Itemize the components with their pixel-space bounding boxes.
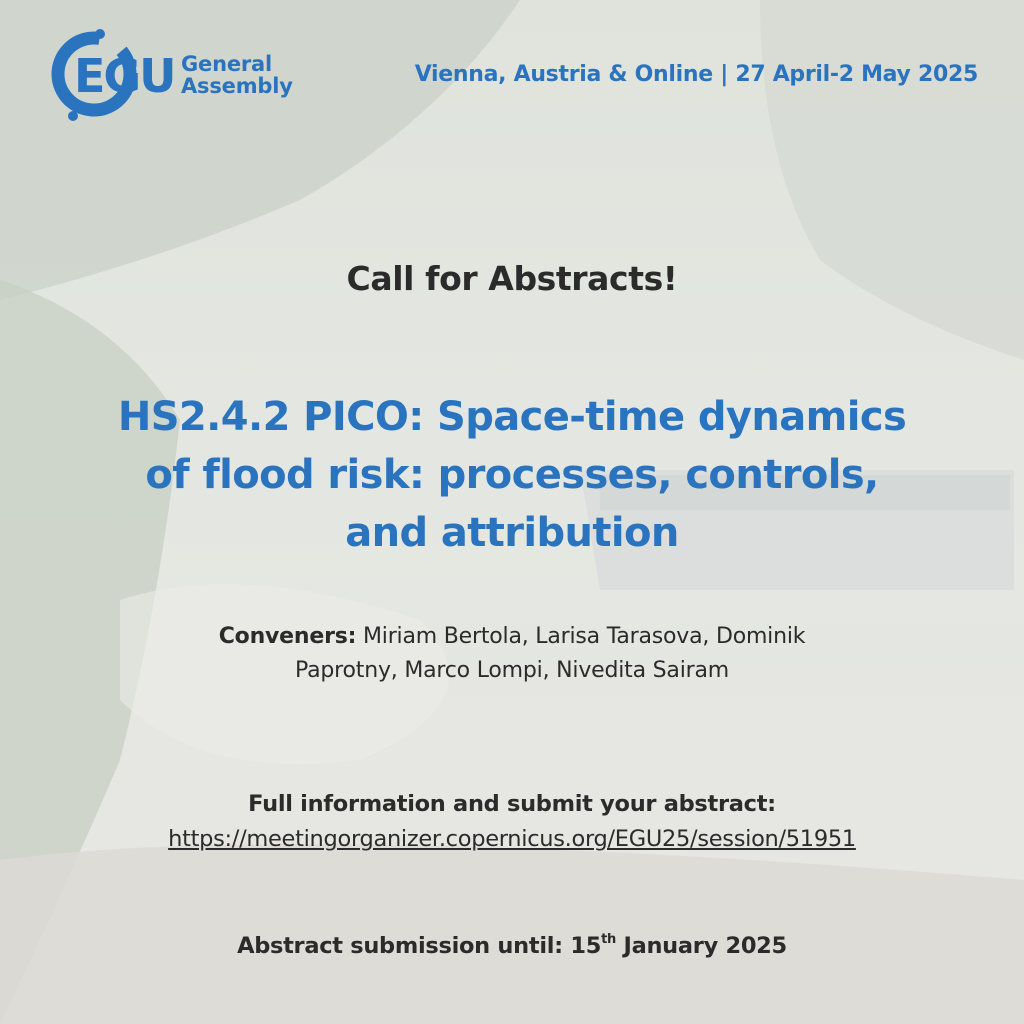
- logo-line-general: General: [181, 52, 272, 76]
- logo-wordmark: [181, 53, 293, 97]
- deadline-prefix: Abstract submission until: 15: [237, 933, 602, 959]
- logo-line-assembly: Assembly: [181, 74, 293, 98]
- session-link[interactable]: https://meetingorganizer.copernicus.org/EGU25/session/51951: [168, 826, 856, 852]
- session-title-line-1: HS2.4.2 PICO: Space-time dynamics: [117, 394, 907, 440]
- egu-logo: [44, 26, 314, 126]
- conveners: [0, 620, 1024, 688]
- session-title-line-2: of flood risk: processes, controls,: [145, 452, 879, 498]
- deadline-suffix: January 2025: [615, 933, 787, 959]
- logo-mark-text: EGU: [74, 49, 175, 103]
- submission-deadline: [0, 932, 1024, 959]
- conveners-names-1: Miriam Bertola, Larisa Tarasova, Dominik: [356, 624, 806, 649]
- conveners-label: Conveners:: [218, 624, 357, 649]
- info-heading: Full information and submit your abstract:: [248, 791, 776, 817]
- conveners-line-1: [0, 620, 1024, 654]
- location-dates: Vienna, Austria & Online | 27 April-2 May 2025: [414, 62, 978, 87]
- call-heading: Call for Abstracts!: [346, 259, 678, 298]
- egu-logo-mark: [44, 26, 184, 126]
- session-title: [0, 388, 1024, 562]
- deadline-ordinal: th: [601, 932, 616, 947]
- session-title-line-3: and attribution: [345, 510, 679, 556]
- conveners-names-2: Paprotny, Marco Lompi, Nivedita Sairam: [295, 658, 729, 683]
